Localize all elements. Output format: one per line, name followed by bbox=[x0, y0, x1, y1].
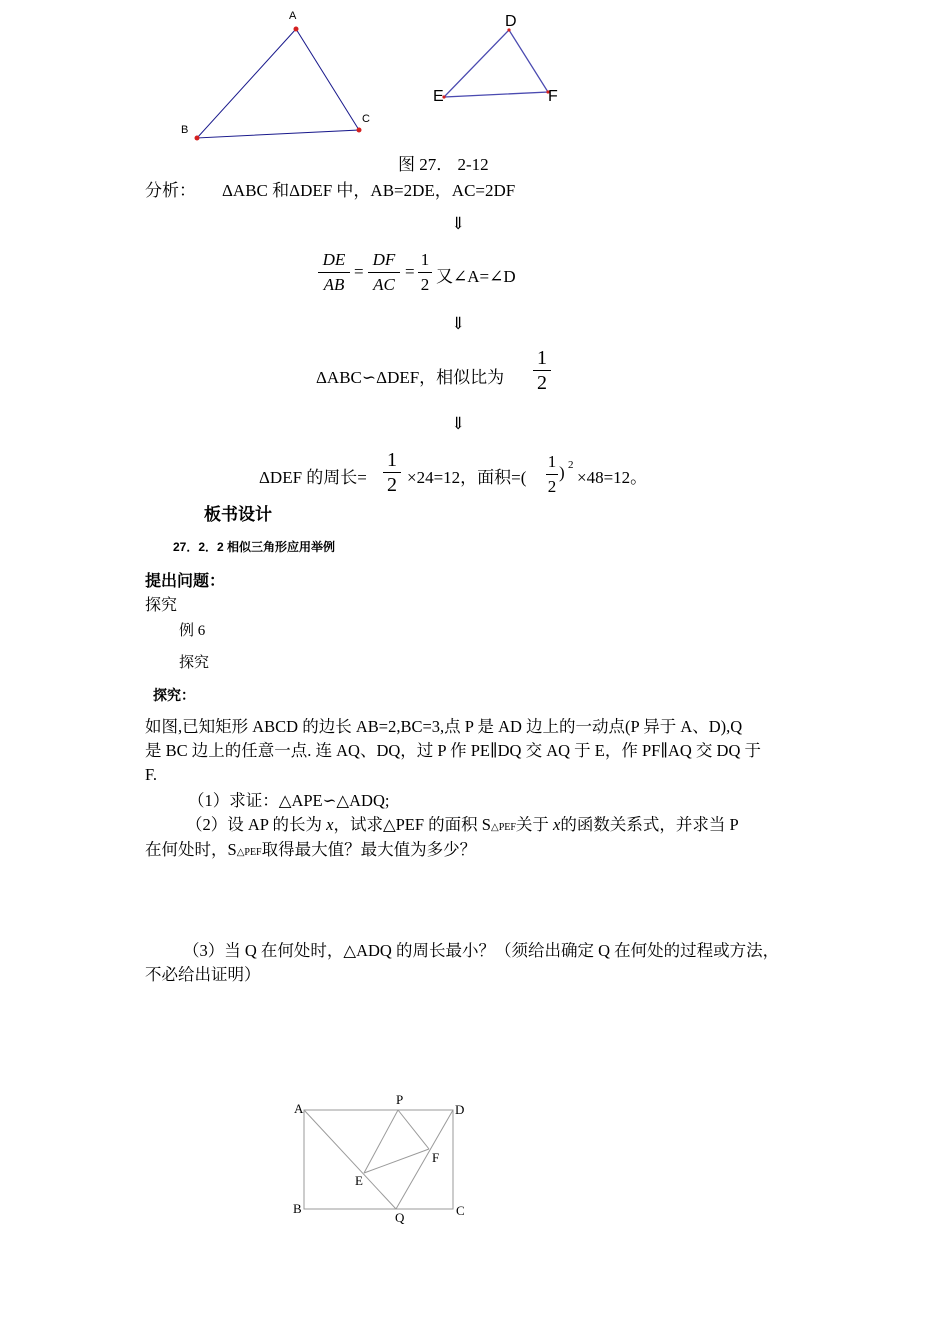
problem-statement-line3: F. bbox=[145, 765, 157, 784]
point-label-q: Q bbox=[395, 1210, 405, 1225]
question-1: （1）求证：△APE∽△ADQ; bbox=[188, 791, 390, 810]
q2-text-b: ，试求△PEF 的面积 S bbox=[333, 815, 491, 834]
point-label-c: C bbox=[456, 1203, 465, 1218]
area-exponent: 2 bbox=[568, 459, 574, 471]
board-design-heading: 板书设计 bbox=[204, 505, 272, 524]
fraction-denominator: 2 bbox=[387, 474, 397, 496]
point-label-p: P bbox=[396, 1092, 404, 1107]
fraction-numerator: DF bbox=[372, 250, 396, 269]
similarity-statement: ΔABC∽ΔDEF，相似比为 bbox=[316, 368, 505, 387]
question-3-line1: （3）当 Q 在何处时，△ADQ 的周长最小？（须给出确定 Q 在何处的过程或方法， bbox=[183, 941, 780, 960]
vertex-label-c: C bbox=[362, 113, 370, 125]
board-subheading: 27．2．2 相似三角形应用举例 bbox=[173, 540, 336, 554]
fraction-numerator: 1 bbox=[547, 452, 557, 471]
question-3-line2: 不必给出证明） bbox=[145, 965, 261, 984]
angle-equality: 又∠A=∠D bbox=[436, 267, 516, 286]
fraction-one-half bbox=[418, 250, 432, 295]
question-2-line2 bbox=[145, 838, 815, 865]
fraction-numerator: 1 bbox=[387, 449, 397, 471]
fraction-denominator: 2 bbox=[537, 372, 547, 394]
point-label-e: E bbox=[355, 1173, 363, 1188]
similarity-ratio-fraction bbox=[533, 348, 551, 393]
analysis-label: 分析： bbox=[145, 181, 196, 200]
figure-caption: 图 27． 2-12 bbox=[398, 155, 489, 174]
vertex-label-e: E bbox=[433, 88, 444, 105]
explore-heading: 探究： bbox=[153, 687, 195, 703]
example-label: 例 6 bbox=[179, 623, 206, 639]
fraction-denominator: 2 bbox=[547, 477, 557, 496]
point-label-b: B bbox=[293, 1201, 302, 1216]
equals-sign: = bbox=[354, 262, 364, 281]
problem-statement-line1: 如图,已知矩形 ABCD 的边长 AB=2,BC=3,点 P 是 AD 边上的一动点(P 异于 A、D),Q bbox=[145, 717, 743, 736]
vertex-label-d: D bbox=[505, 13, 517, 30]
point-label-f: F bbox=[432, 1150, 440, 1165]
fraction-denominator: 2 bbox=[420, 275, 430, 294]
vertex-label-f: F bbox=[548, 88, 558, 105]
q2-text-c: 关于 bbox=[515, 815, 554, 834]
q2-subscript: △PEF bbox=[491, 822, 516, 833]
area-result: ×48=12。 bbox=[577, 468, 648, 487]
q2-text-d: 的函数关系式，并求当 P bbox=[560, 815, 739, 834]
implies-arrow-1: ⇓ bbox=[451, 214, 466, 233]
raise-question-label: 提出问题： bbox=[145, 573, 226, 590]
triangle-abc-figure bbox=[0, 0, 950, 160]
area-close-paren: ) bbox=[559, 463, 565, 482]
q2-variable-x-2: x bbox=[553, 815, 561, 834]
point-label-a: A bbox=[294, 1101, 304, 1116]
vertex-label-a: A bbox=[289, 10, 297, 22]
explore-label-2: 探究 bbox=[179, 655, 210, 671]
perimeter-fraction bbox=[383, 450, 401, 495]
explore-label: 探究 bbox=[145, 597, 178, 614]
point-label-d: D bbox=[455, 1102, 465, 1117]
fraction-denominator: AC bbox=[373, 275, 395, 294]
problem-statement-line2: 是 BC 边上的任意一点. 连 AQ、DQ，过 P 作 PE∥DQ 交 AQ 于 E，作 PF∥AQ 交 DQ 于 bbox=[145, 741, 761, 760]
implies-arrow-3: ⇓ bbox=[451, 414, 466, 433]
fraction-denominator: AB bbox=[323, 275, 345, 294]
analysis-line1: ΔABC 和ΔDEF 中，AB=2DE，AC=2DF bbox=[222, 181, 516, 200]
implies-arrow-2: ⇓ bbox=[451, 314, 466, 333]
area-fraction bbox=[546, 452, 558, 497]
q2-line2-text-a: 在何处时，S bbox=[145, 840, 237, 859]
vertex-label-b: B bbox=[181, 124, 189, 136]
perimeter-area-text: ×24=12，面积=( bbox=[407, 468, 527, 487]
q2-text-a: （2）设 AP 的长为 bbox=[186, 815, 327, 834]
fraction-df-ac bbox=[368, 250, 400, 295]
fraction-numerator: DE bbox=[322, 250, 346, 269]
question-2-line1 bbox=[186, 813, 856, 840]
q2-line2-text-b: 取得最大值？最大值为多少？ bbox=[261, 840, 477, 859]
q2-line2-subscript: △PEF bbox=[236, 847, 262, 858]
equals-sign: = bbox=[405, 262, 415, 281]
perimeter-label: ΔDEF 的周长= bbox=[259, 468, 367, 487]
fraction-de-ab bbox=[318, 250, 350, 295]
fraction-numerator: 1 bbox=[420, 250, 430, 269]
fraction-numerator: 1 bbox=[537, 347, 547, 369]
q2-variable-x: x bbox=[326, 815, 334, 834]
